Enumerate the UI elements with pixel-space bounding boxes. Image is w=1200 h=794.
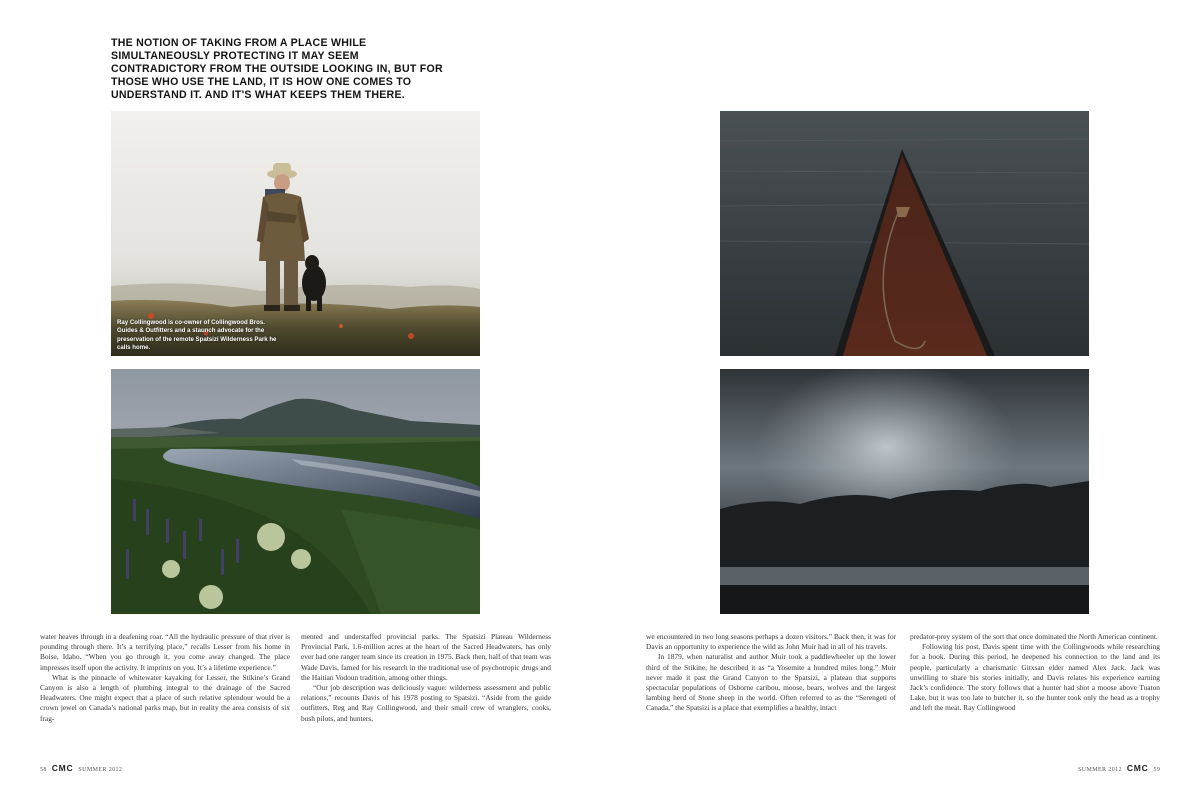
body-column-1 <box>40 632 290 724</box>
body-column-2 <box>301 632 551 724</box>
page-number: 59 <box>1153 767 1161 773</box>
paragraph: mented and understaffed provincial parks. The Spatsizi Plateau Wilderness Provincial Park, 1.6-million acres at the heart of the Sacred Headwaters, has only ever had one ranger team since its creation in 1975. Back then, half of that team was Wade Davis, famed for his research in the traditional use of psychotropic drugs and the Haitian Vodoun tradition, among other things. <box>301 632 551 682</box>
paragraph: we encountered in two long seasons perhaps a dozen visitors.” Back then, it was for Davis an opportunity to experience the wild as John Muir had in all of his travels. <box>646 632 896 652</box>
pull-quote: THE NOTION OF TAKING FROM A PLACE WHILE SIMULTANEOUSLY PROTECTING IT MAY SEEM CONTRADICTORY FROM THE OUTSIDE LOOKING IN, BUT FOR THOSE WHO USE THE LAND, IT IS HOW ONE COMES TO UNDERSTAND IT. AND IT'S WHAT KEEPS THEM THERE. <box>111 37 443 101</box>
folio-left <box>40 763 122 773</box>
paragraph: water heaves through in a deafening roar. “All the hydraulic pressure of that river is pounding through there. It’s a terrifying place,” recalls Lesser from his home in Boise, Idaho. “When you go through it, you come away changed. The place impresses itself upon the activity. It imprints on you. It’s a lifetime experience.” <box>40 632 290 672</box>
photo-river-valley <box>111 369 480 614</box>
magazine-name: CMC <box>51 763 74 773</box>
paragraph: Following his post, Davis spent time with the Collingwoods while researching for a book. During this period, he deepened his connection to the land and its people, particularly a charismatic Gitxsan elder named Alex Jack. Jack was unwilling to share his stories initially, and Davis relates his experience earning Jack’s confidence. The story follows that a hunter had shot a moose above Tuaton Lake, but it was too late to butcher it, so the hunter took only the head as a trophy and left the meat. Ray Collingwood <box>910 642 1160 713</box>
photo-man-with-dog <box>111 111 480 356</box>
photo-canoe-bow <box>720 111 1089 356</box>
folio-right <box>1078 763 1160 773</box>
body-column-3 <box>646 632 896 714</box>
photo-caption: Ray Collingwood is co-owner of Collingwood Bros. Guides & Outfitters and a staunch advocate for the preservation of the remote Spatsizi Wilderness Park he calls home. <box>117 319 277 351</box>
photo-stormy-lake <box>720 369 1089 614</box>
page-number: 58 <box>40 767 47 773</box>
paragraph: “Our job description was deliciously vague: wilderness assessment and public relations,” recounts Davis of his 1978 posting to Spatsizi. “Aside from the guide outfitters, Reg and Ray Collingwood, and their small crew of wranglers, cooks, bush pilots, and hunters, <box>301 683 551 723</box>
body-column-4 <box>910 632 1160 714</box>
issue-label: SUMMER 2012 <box>1078 767 1122 773</box>
magazine-name: CMC <box>1126 763 1149 773</box>
paragraph: What is the pinnacle of whitewater kayaking for Lesser, the Stikine’s Grand Canyon is also a length of plumbing integral to the drainage of the Sacred Headwaters. One might expect that a place of such relative splendour would be a crown jewel on Canada’s national parks map, but in reality the area consists of six frag- <box>40 672 290 723</box>
paragraph: In 1879, when naturalist and author Muir took a paddlewheeler up the lower third of the Stikine, he described it as “a Yosemite a hundred miles long.” Muir never made it past the Grand Canyon to the Spatsizi, a plateau that supports spectacular populations of Osborne caribou, moose, bears, wolves and the largest lambing herd of Stone sheep in the world. Often referred to as the “Serengeti of Canada,” the Spatsizi is a place that exemplifies a healthy, intact <box>646 652 896 713</box>
paragraph: predator-prey system of the sort that once dominated the North American continent. <box>910 632 1158 641</box>
issue-label: SUMMER 2012 <box>78 767 123 773</box>
